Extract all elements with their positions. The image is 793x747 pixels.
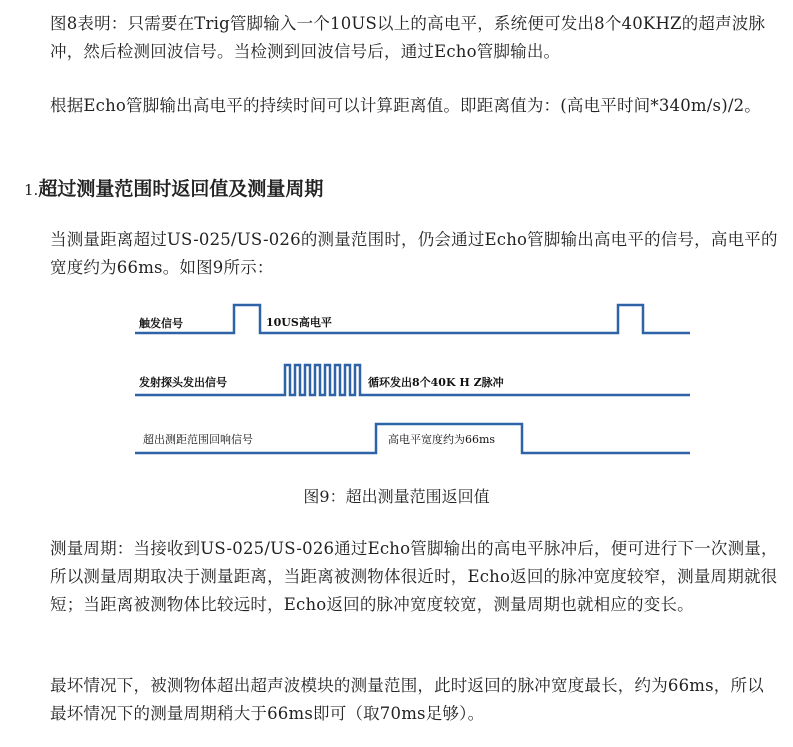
echo-signal-label: 超出测距范围回响信号 (143, 433, 253, 446)
echo-pulse-label: 高电平宽度约为66ms (388, 433, 496, 446)
figure-caption: 图9：超出测量范围返回值 (303, 487, 490, 506)
out-of-range-paragraph: 当测量距离超过US-025/US-026的测量范围时，仍会通过Echo管脚输出高电平的信号，高电平的宽度约为66ms。如图9所示： (50, 230, 778, 277)
measurement-cycle-paragraph: 测量周期：当接收到US-025/US-026通过Echo管脚输出的高电平脉冲后，便可进行下一次测量，所以测量周期取决于测量距离，当距离被测物体很近时，Echo返回的脉冲宽度较窄，测量周期就很短；当距离被测物体比较远时，Echo返回的脉冲宽度较宽，测量周期也就相应的变长。 (50, 539, 778, 614)
timing-diagram-svg (135, 295, 690, 460)
section-heading (24, 174, 323, 205)
section-title: 超过测量范围时返回值及测量周期 (38, 178, 324, 200)
trigger-signal-line (135, 305, 690, 333)
distance-formula-paragraph: 根据Echo管脚输出高电平的持续时间可以计算距离值。即距离值为：(高电平时间*340m/s)/2。 (50, 96, 761, 115)
intro-paragraph: 图8表明：只需要在Trig管脚输入一个10US以上的高电平，系统便可发出8个40KHZ的超声波脉冲，然后检测回波信号。当检测到回波信号后，通过Echo管脚输出。 (50, 14, 766, 61)
emit-signal-label: 发射探头发出信号 (139, 376, 227, 389)
section-number: 1. (24, 181, 39, 199)
trigger-signal-label: 触发信号 (139, 317, 183, 330)
worst-case-paragraph: 最坏情况下，被测物体超出超声波模块的测量范围，此时返回的脉冲宽度最长，约为66ms，所以最坏情况下的测量周期稍大于66ms即可（取70ms足够）。 (50, 676, 764, 723)
trigger-pulse-label: 10US高电平 (266, 316, 332, 329)
emit-pulse-label: 循环发出8个40K H Z脉冲 (368, 376, 504, 389)
timing-diagram (135, 295, 690, 460)
